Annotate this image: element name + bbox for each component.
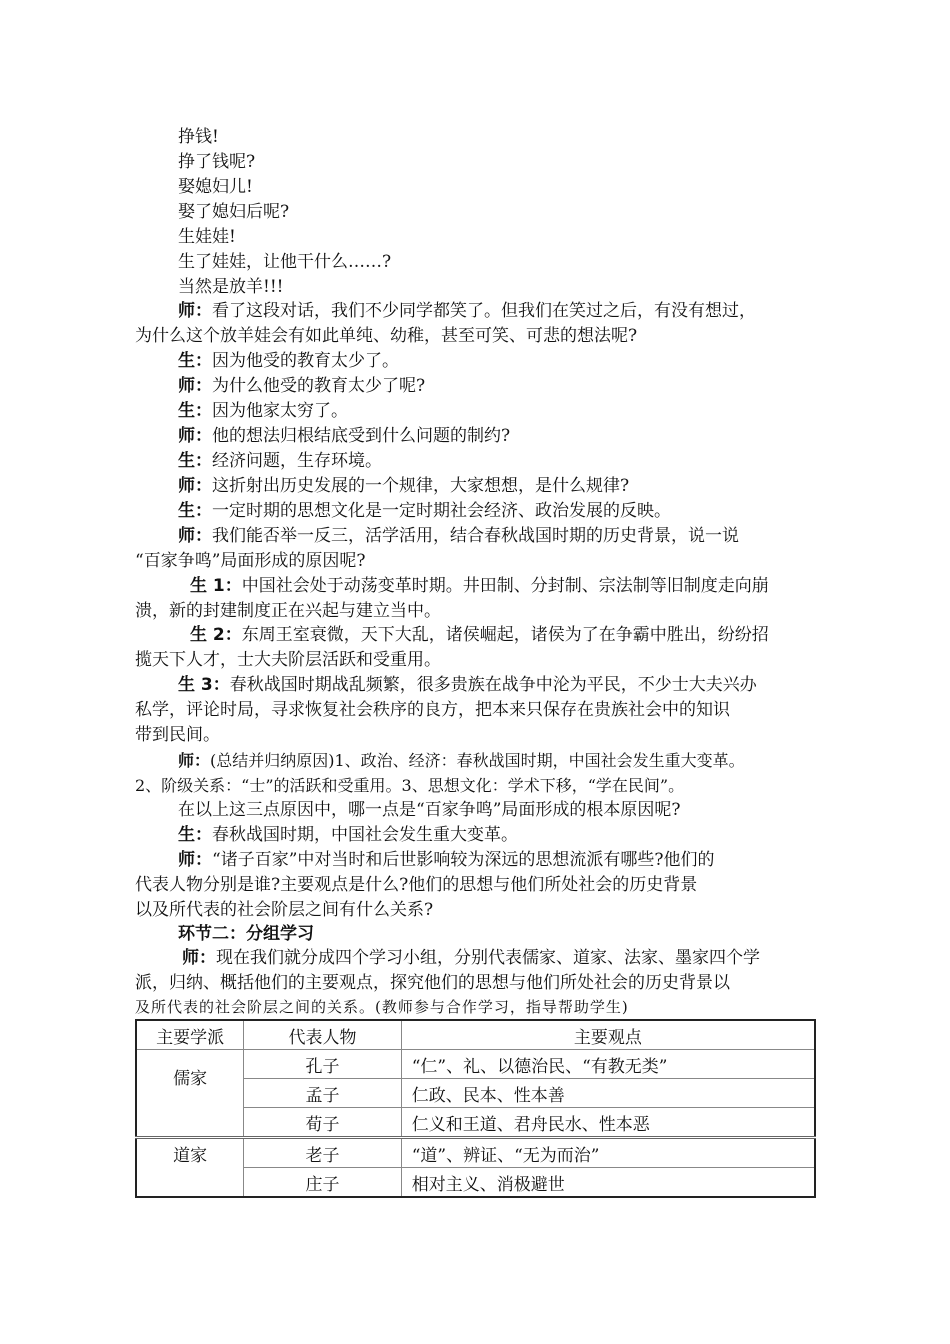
person-cell: 孔子: [244, 1050, 402, 1079]
paragraph-line: [178, 673, 868, 698]
paragraph-line: [178, 823, 868, 848]
speaker-student: 生：: [178, 825, 212, 845]
paragraph-text: 为什么他受的教育太少了呢?: [212, 376, 426, 396]
speaker-teacher: 师：: [178, 850, 212, 870]
paragraph-text: 他的想法归根结底受到什么问题的制约?: [212, 426, 511, 446]
person-cell: 庄子: [244, 1168, 402, 1198]
paragraph-text: “诸子百家”中对当时和后世影响较为深远的思想流派有哪些?他们的: [212, 850, 715, 870]
paragraph-line: [182, 946, 872, 971]
speaker-student-3: 生 3：: [178, 675, 230, 695]
dialogue-line: 娶媳妇儿!: [178, 177, 253, 197]
paragraph-text: 中国社会处于动荡变革时期。井田制、分封制、宗法制等旧制度走向崩: [241, 576, 769, 596]
speaker-student: 生：: [178, 401, 212, 421]
table-row: [136, 1138, 815, 1168]
paragraph-line: [190, 623, 880, 648]
person-cell: 荀子: [244, 1108, 402, 1138]
school-cell: 道家: [136, 1138, 244, 1198]
dialogue-line: 当然是放羊!!!: [178, 277, 284, 297]
speaker-student: 生：: [178, 451, 212, 471]
paragraph-line: 代表人物分别是谁?主要观点是什么?他们的思想与他们所处社会的历史背景: [135, 875, 698, 895]
speaker-student-2: 生 2：: [190, 625, 242, 645]
paragraph-text: 一定时期的思想文化是一定时期社会经济、政治发展的反映。: [212, 501, 671, 521]
speaker-teacher: 师：: [178, 426, 212, 446]
person-cell: 孟子: [244, 1079, 402, 1108]
dialogue-line: 挣了钱呢?: [178, 152, 256, 172]
table-row: [136, 1050, 815, 1079]
speaker-teacher: 师：: [182, 948, 216, 968]
paragraph-line: 以及所代表的社会阶层之间有什么关系?: [135, 900, 434, 920]
table-header-cell: 代表人物: [244, 1020, 402, 1050]
paragraph-line: [178, 399, 868, 424]
paragraph-text: 春秋战国时期，中国社会发生重大变革。: [212, 825, 518, 845]
paragraph-line: 揽天下人才，士大夫阶层活跃和受重用。: [135, 650, 441, 670]
paragraph-text: 春秋战国时期战乱频繁，很多贵族在战争中沦为平民，不少士大夫兴办: [229, 675, 757, 695]
paragraph-line: [178, 349, 868, 374]
paragraph-line: 2、阶级关系：“士”的活跃和受重用。3、思想文化：学术下移，“学在民间”。: [135, 776, 685, 795]
paragraph-line: [178, 449, 868, 474]
paragraph-line: 私学，评论时局，寻求恢复社会秩序的良方，把本来只保存在贵族社会中的知识: [135, 700, 730, 720]
paragraph-text: 我们能否举一反三，活学活用，结合春秋战国时期的历史背景，说一说: [212, 526, 739, 546]
dialogue-line: 娶了媳妇后呢?: [178, 202, 290, 222]
paragraph-line: 派，归纳、概括他们的主要观点，探究他们的思想与他们所处社会的历史背景以: [135, 973, 730, 993]
dialogue-line: 挣钱!: [178, 127, 219, 147]
paragraph-text: 因为他受的教育太少了。: [212, 351, 399, 371]
paragraph-line: 溃，新的封建制度正在兴起与建立当中。: [135, 601, 441, 621]
paragraph-line: [178, 474, 868, 499]
speaker-teacher: 师：: [178, 526, 212, 546]
paragraph-text: 这折射出历史发展的一个规律，大家想想，是什么规律?: [212, 476, 630, 496]
view-cell: 仁义和王道、君舟民水、性本恶: [401, 1108, 815, 1138]
paragraph-text: (总结并归纳原因)1、政治、经济：春秋战国时期，中国社会发生重大变革。: [210, 751, 745, 770]
paragraph-text: 现在我们就分成四个学习小组，分别代表儒家、道家、法家、墨家四个学: [216, 948, 760, 968]
paragraph-line: 带到民间。: [135, 725, 220, 745]
paragraph-line: [178, 848, 868, 873]
speaker-teacher: 师：: [178, 751, 211, 770]
view-cell: “仁”、礼、以德治民、“有教无类”: [401, 1050, 815, 1079]
paragraph-line: “百家争鸣”局面形成的原因呢?: [135, 551, 366, 571]
dialogue-line: 生了娃娃，让他干什么……?: [178, 252, 392, 272]
dialogue-line: 生娃娃!: [178, 227, 236, 247]
paragraph-text: 东周王室衰微，天下大乱，诸侯崛起，诸侯为了在争霸中胜出，纷纷招: [241, 625, 769, 645]
school-cell: 儒家: [136, 1050, 244, 1138]
table-header-row: [136, 1020, 815, 1050]
view-cell: “道”、辨证、“无为而治”: [401, 1138, 815, 1168]
schools-table: [135, 1019, 816, 1198]
paragraph-line: [178, 374, 868, 399]
paragraph-text: 因为他家太穷了。: [212, 401, 348, 421]
paragraph-line: [190, 574, 880, 599]
paragraph-line: 在以上这三点原因中，哪一点是“百家争鸣”局面形成的根本原因呢?: [178, 800, 681, 820]
paragraph-line: [178, 524, 868, 549]
paragraph-line: 及所代表的社会阶层之间的关系。(教师参与合作学习，指导帮助学生): [135, 998, 629, 1016]
view-cell: 仁政、民本、性本善: [401, 1079, 815, 1108]
speaker-student: 生：: [178, 351, 212, 371]
view-cell: 相对主义、消极避世: [401, 1168, 815, 1198]
person-cell: 老子: [244, 1138, 402, 1168]
paragraph-line: [178, 299, 868, 324]
speaker-student-1: 生 1：: [190, 576, 242, 596]
speaker-teacher: 师：: [178, 476, 212, 496]
speaker-teacher: 师：: [178, 376, 212, 396]
paragraph-line: [178, 424, 868, 449]
paragraph-text: 看了这段对话，我们不少同学都笑了。但我们在笑过之后，有没有想过，: [212, 301, 756, 321]
paragraph-line: [178, 748, 868, 773]
table-header-cell: 主要学派: [136, 1020, 244, 1050]
paragraph-line: 为什么这个放羊娃会有如此单纯、幼稚，甚至可笑、可悲的想法呢?: [135, 326, 638, 346]
section-heading: 环节二：分组学习: [178, 924, 314, 944]
paragraph-text: 经济问题，生存环境。: [212, 451, 382, 471]
table-header-cell: 主要观点: [401, 1020, 815, 1050]
paragraph-line: [178, 499, 868, 524]
speaker-student: 生：: [178, 501, 212, 521]
speaker-teacher: 师：: [178, 301, 212, 321]
